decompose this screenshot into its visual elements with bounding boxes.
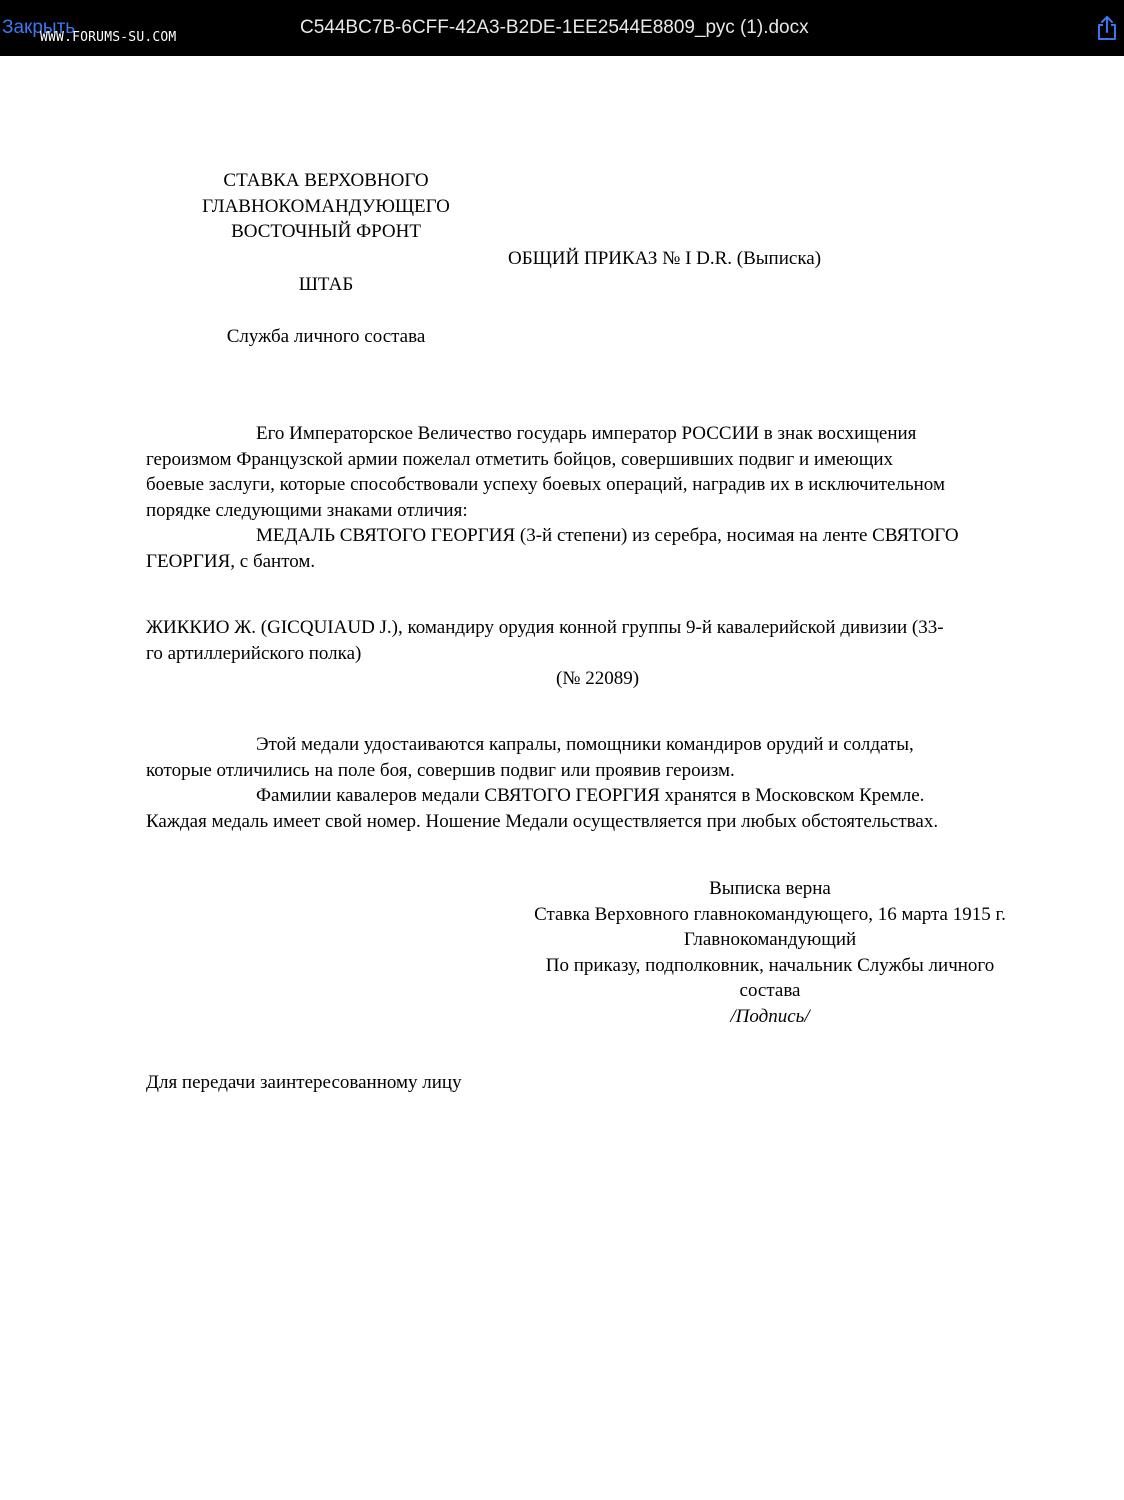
recipient-line: ЖИККИО Ж. (GICQUIAUD J.), командиру орудия конной группы 9-й кавалерийской дивизии (33- bbox=[146, 617, 944, 638]
header-line-3: ВОСТОЧНЫЙ ФРОНТ bbox=[231, 221, 421, 243]
file-name-title: C544BC7B-6CFF-42A3-B2DE-1EE2544E8809_рус (1).docx bbox=[300, 17, 809, 38]
header-service: Служба личного состава bbox=[226, 326, 426, 348]
notes-paragraph bbox=[146, 732, 1056, 834]
recipient-line: го артиллерийского полка) bbox=[146, 642, 362, 664]
intro-line: боевые заслуги, которые способствовали успеху боевых операций, наградив их в исключительном bbox=[146, 474, 945, 496]
watermark-text: WWW.FORUMS-SU.COM bbox=[40, 30, 177, 45]
medal-line: МЕДАЛЬ СВЯТОГО ГЕОРГИЯ (3-й степени) из серебра, носимая на ленте СВЯТОГО bbox=[256, 525, 959, 547]
signature-line: Ставка Верховного главнокомандующего, 16 марта 1915 г. bbox=[534, 903, 1006, 925]
intro-paragraph bbox=[146, 421, 1056, 575]
header-line-1: СТАВКА ВЕРХОВНОГО bbox=[223, 170, 429, 191]
signature-line: состава bbox=[739, 980, 801, 1002]
document-page bbox=[0, 56, 1124, 1500]
intro-line: порядке следующими знаками отличия: bbox=[146, 499, 468, 521]
header-line-2: ГЛАВНОКОМАНДУЮЩЕГО bbox=[202, 195, 450, 217]
footer-note: Для передачи заинтересованному лицу bbox=[146, 1072, 462, 1093]
order-title: ОБЩИЙ ПРИКАЗ № I D.R. (Выписка) bbox=[508, 248, 822, 269]
medal-line: ГЕОРГИЯ, с бантом. bbox=[146, 550, 316, 572]
intro-line: Его Императорское Величество государь император РОССИИ в знак восхищения bbox=[256, 423, 917, 444]
signature-line: По приказу, подполковник, начальник Службы личного bbox=[545, 954, 995, 976]
notes-line: Каждая медаль имеет свой номер. Ношение Медали осуществляется при любых обстоятельствах. bbox=[146, 810, 939, 832]
recipient-paragraph bbox=[146, 615, 1056, 666]
signature-line: Главнокомандующий bbox=[683, 929, 857, 951]
share-button[interactable] bbox=[1094, 14, 1120, 42]
medal-number: (№ 22089) bbox=[556, 668, 640, 689]
signature-mark: /Подпись/ bbox=[730, 1005, 810, 1027]
notes-line: Этой медали удостаиваются капралы, помощники командиров орудий и солдаты, bbox=[256, 734, 914, 755]
header-staff: ШТАБ bbox=[298, 273, 354, 295]
notes-line: Фамилии кавалеров медали СВЯТОГО ГЕОРГИЯ хранятся в Московском Кремле. bbox=[256, 785, 925, 807]
document-header bbox=[146, 168, 506, 350]
signature-block bbox=[496, 876, 1044, 1030]
intro-line: героизмом Французской армии пожелал отметить бойцов, совершивших подвиг и имеющих bbox=[146, 448, 894, 470]
signature-line: Выписка верна bbox=[709, 878, 831, 899]
top-toolbar bbox=[0, 0, 1124, 56]
close-button[interactable]: Закрыть bbox=[2, 17, 76, 38]
notes-line: которые отличились на поле боя, совершив подвиг или проявив героизм. bbox=[146, 759, 735, 781]
share-icon bbox=[1094, 14, 1120, 42]
